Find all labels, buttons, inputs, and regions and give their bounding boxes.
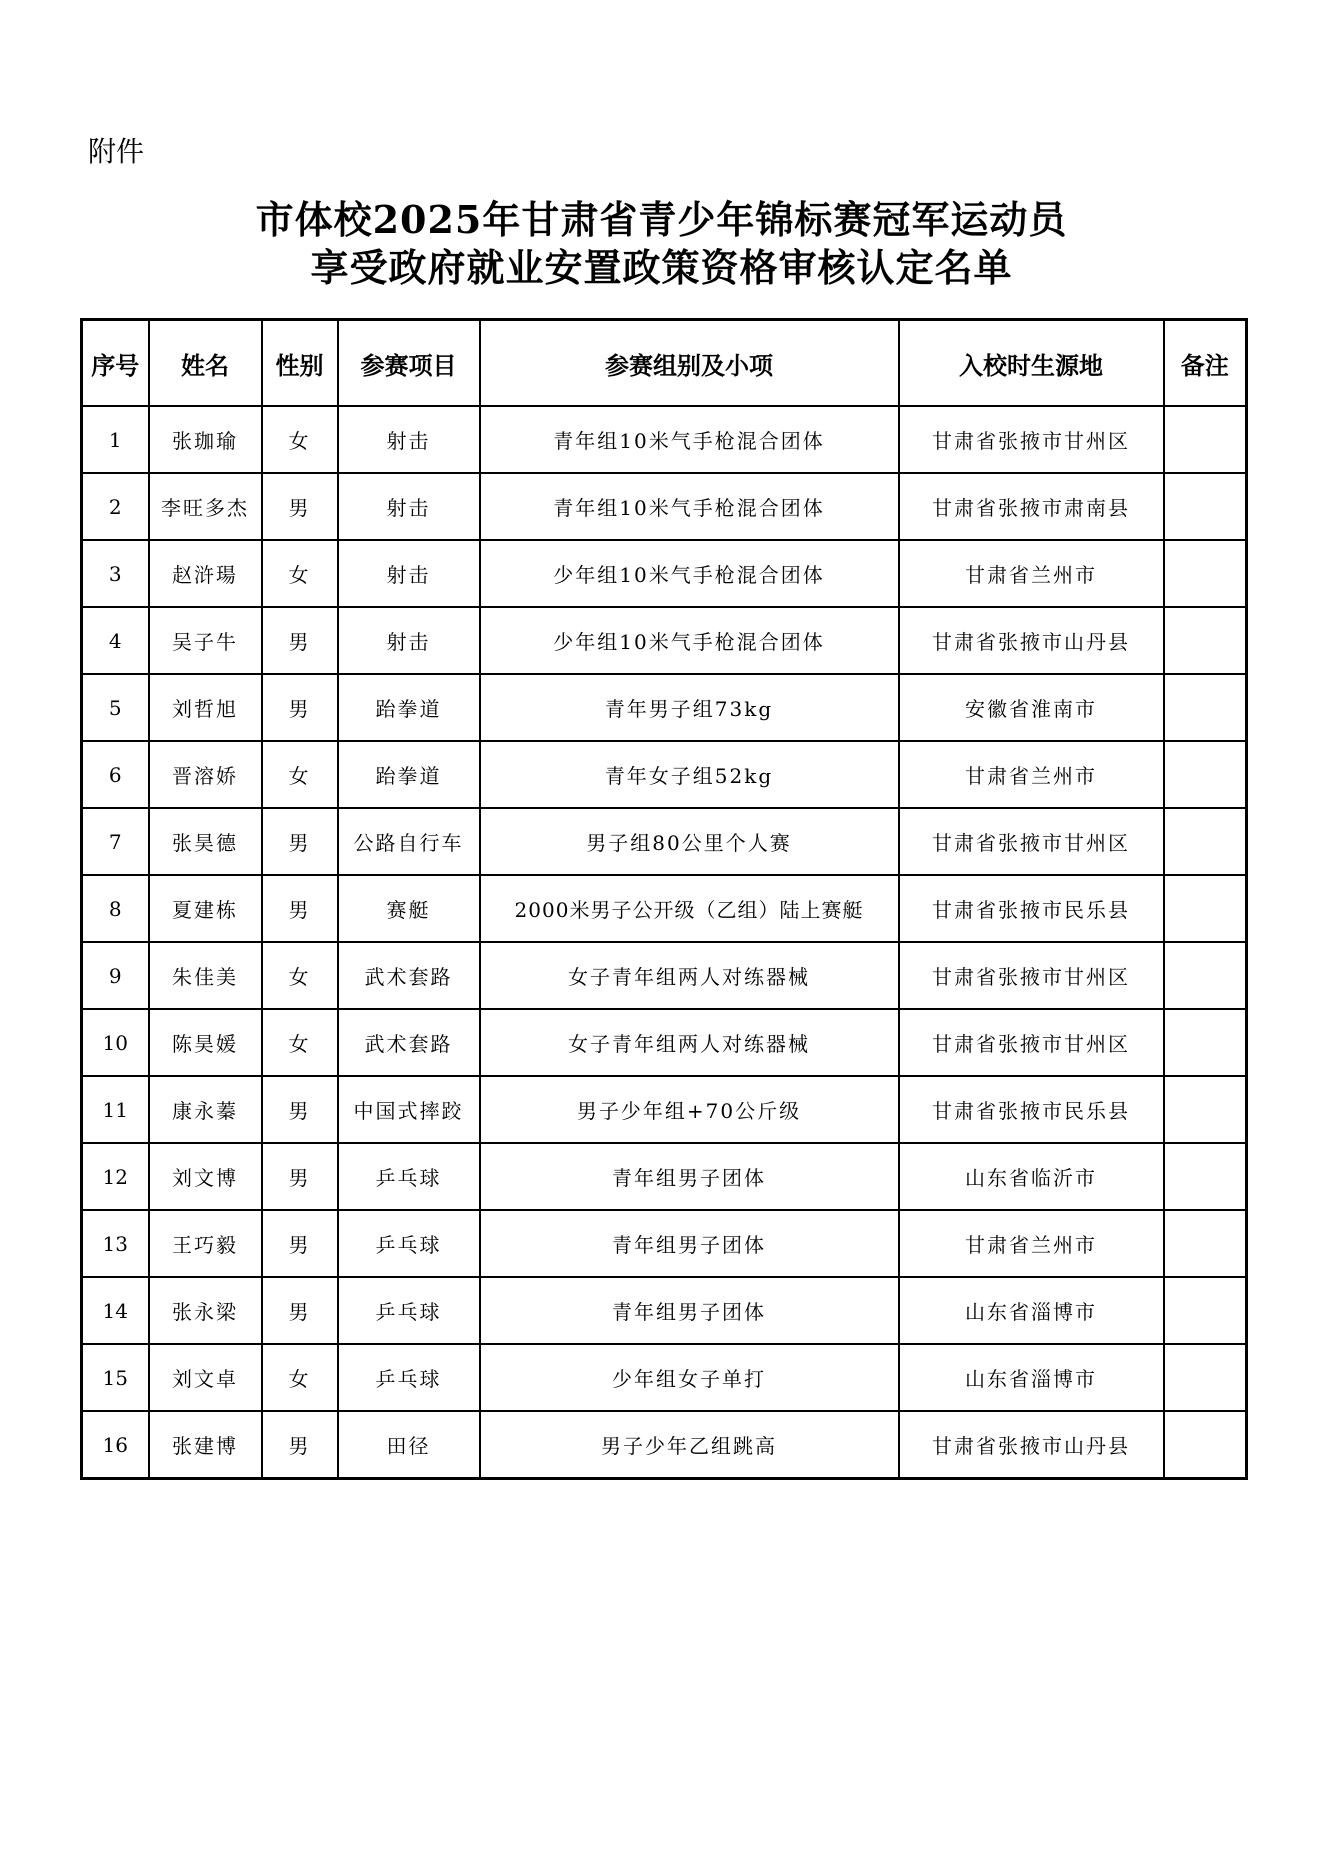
cell-no: 13 bbox=[82, 1210, 149, 1277]
cell-remark bbox=[1164, 1076, 1247, 1143]
cell-event: 男子组80公里个人赛 bbox=[480, 808, 899, 875]
cell-event: 男子少年乙组跳高 bbox=[480, 1411, 899, 1479]
athlete-roster-table bbox=[80, 318, 1248, 1480]
cell-sport: 乒乓球 bbox=[338, 1344, 480, 1411]
cell-no: 9 bbox=[82, 942, 149, 1009]
cell-remark bbox=[1164, 1277, 1247, 1344]
cell-sport: 公路自行车 bbox=[338, 808, 480, 875]
table-row bbox=[82, 942, 1247, 1009]
table-row bbox=[82, 473, 1247, 540]
cell-name: 朱佳美 bbox=[149, 942, 262, 1009]
cell-event: 少年组10米气手枪混合团体 bbox=[480, 607, 899, 674]
table-row bbox=[82, 1143, 1247, 1210]
cell-gender: 男 bbox=[262, 674, 338, 741]
cell-no: 4 bbox=[82, 607, 149, 674]
page-title-line-1: 市体校2025年甘肃省青少年锦标赛冠军运动员 bbox=[255, 197, 1068, 242]
header-no: 序号 bbox=[82, 320, 149, 407]
cell-event: 2000米男子公开级（乙组）陆上赛艇 bbox=[480, 875, 899, 942]
cell-gender: 女 bbox=[262, 1009, 338, 1076]
cell-no: 6 bbox=[82, 741, 149, 808]
cell-remark bbox=[1164, 1344, 1247, 1411]
cell-sport: 田径 bbox=[338, 1411, 480, 1479]
cell-name: 李旺多杰 bbox=[149, 473, 262, 540]
cell-sport: 乒乓球 bbox=[338, 1277, 480, 1344]
cell-sport: 射击 bbox=[338, 540, 480, 607]
header-origin: 入校时生源地 bbox=[899, 320, 1164, 407]
cell-gender: 女 bbox=[262, 741, 338, 808]
table-body bbox=[82, 406, 1247, 1479]
cell-gender: 男 bbox=[262, 1411, 338, 1479]
cell-origin: 安徽省淮南市 bbox=[899, 674, 1164, 741]
cell-no: 1 bbox=[82, 406, 149, 473]
cell-event: 青年女子组52kg bbox=[480, 741, 899, 808]
cell-no: 2 bbox=[82, 473, 149, 540]
header-gender: 性别 bbox=[262, 320, 338, 407]
cell-name: 张珈瑜 bbox=[149, 406, 262, 473]
cell-remark bbox=[1164, 674, 1247, 741]
cell-sport: 赛艇 bbox=[338, 875, 480, 942]
cell-gender: 男 bbox=[262, 1210, 338, 1277]
cell-no: 12 bbox=[82, 1143, 149, 1210]
table-row bbox=[82, 1210, 1247, 1277]
cell-remark bbox=[1164, 1411, 1247, 1479]
cell-sport: 射击 bbox=[338, 406, 480, 473]
cell-origin: 甘肃省张掖市甘州区 bbox=[899, 406, 1164, 473]
cell-origin: 甘肃省张掖市山丹县 bbox=[899, 1411, 1164, 1479]
cell-origin: 甘肃省张掖市山丹县 bbox=[899, 607, 1164, 674]
cell-sport: 乒乓球 bbox=[338, 1210, 480, 1277]
cell-gender: 女 bbox=[262, 1344, 338, 1411]
cell-origin: 甘肃省张掖市民乐县 bbox=[899, 1076, 1164, 1143]
cell-remark bbox=[1164, 1009, 1247, 1076]
cell-name: 张建博 bbox=[149, 1411, 262, 1479]
cell-remark bbox=[1164, 540, 1247, 607]
cell-sport: 乒乓球 bbox=[338, 1143, 480, 1210]
cell-no: 5 bbox=[82, 674, 149, 741]
cell-no: 8 bbox=[82, 875, 149, 942]
cell-name: 吴子牛 bbox=[149, 607, 262, 674]
cell-event: 青年男子组73kg bbox=[480, 674, 899, 741]
table-row bbox=[82, 875, 1247, 942]
cell-event: 青年组男子团体 bbox=[480, 1210, 899, 1277]
cell-gender: 男 bbox=[262, 1076, 338, 1143]
cell-remark bbox=[1164, 406, 1247, 473]
table-header-row bbox=[82, 320, 1247, 407]
cell-origin: 甘肃省张掖市甘州区 bbox=[899, 1009, 1164, 1076]
cell-event: 少年组10米气手枪混合团体 bbox=[480, 540, 899, 607]
cell-name: 赵浒瑒 bbox=[149, 540, 262, 607]
cell-sport: 跆拳道 bbox=[338, 741, 480, 808]
cell-remark bbox=[1164, 808, 1247, 875]
cell-no: 3 bbox=[82, 540, 149, 607]
page-title-line-2: 享受政府就业安置政策资格审核认定名单 bbox=[310, 245, 1013, 290]
cell-name: 陈昊媛 bbox=[149, 1009, 262, 1076]
cell-no: 16 bbox=[82, 1411, 149, 1479]
header-event: 参赛组别及小项 bbox=[480, 320, 899, 407]
cell-no: 7 bbox=[82, 808, 149, 875]
cell-origin: 甘肃省张掖市甘州区 bbox=[899, 942, 1164, 1009]
cell-remark bbox=[1164, 607, 1247, 674]
table-row bbox=[82, 1009, 1247, 1076]
cell-no: 11 bbox=[82, 1076, 149, 1143]
cell-origin: 甘肃省兰州市 bbox=[899, 741, 1164, 808]
cell-sport: 跆拳道 bbox=[338, 674, 480, 741]
cell-name: 晋溶娇 bbox=[149, 741, 262, 808]
cell-sport: 射击 bbox=[338, 607, 480, 674]
cell-origin: 甘肃省兰州市 bbox=[899, 540, 1164, 607]
table-row bbox=[82, 540, 1247, 607]
header-remark: 备注 bbox=[1164, 320, 1247, 407]
cell-origin: 甘肃省兰州市 bbox=[899, 1210, 1164, 1277]
cell-gender: 男 bbox=[262, 607, 338, 674]
cell-remark bbox=[1164, 1143, 1247, 1210]
table-row bbox=[82, 1277, 1247, 1344]
cell-name: 夏建栋 bbox=[149, 875, 262, 942]
cell-origin: 甘肃省张掖市甘州区 bbox=[899, 808, 1164, 875]
cell-remark bbox=[1164, 1210, 1247, 1277]
cell-origin: 山东省淄博市 bbox=[899, 1344, 1164, 1411]
cell-event: 女子青年组两人对练器械 bbox=[480, 1009, 899, 1076]
cell-event: 青年组10米气手枪混合团体 bbox=[480, 473, 899, 540]
table-row bbox=[82, 607, 1247, 674]
cell-sport: 中国式摔跤 bbox=[338, 1076, 480, 1143]
cell-name: 张永梁 bbox=[149, 1277, 262, 1344]
cell-no: 10 bbox=[82, 1009, 149, 1076]
cell-origin: 甘肃省张掖市肃南县 bbox=[899, 473, 1164, 540]
table-row bbox=[82, 808, 1247, 875]
cell-name: 刘文博 bbox=[149, 1143, 262, 1210]
cell-sport: 射击 bbox=[338, 473, 480, 540]
cell-gender: 女 bbox=[262, 406, 338, 473]
cell-no: 14 bbox=[82, 1277, 149, 1344]
cell-remark bbox=[1164, 741, 1247, 808]
cell-origin: 山东省淄博市 bbox=[899, 1277, 1164, 1344]
cell-event: 少年组女子单打 bbox=[480, 1344, 899, 1411]
cell-origin: 甘肃省张掖市民乐县 bbox=[899, 875, 1164, 942]
cell-gender: 女 bbox=[262, 942, 338, 1009]
cell-event: 女子青年组两人对练器械 bbox=[480, 942, 899, 1009]
header-name: 姓名 bbox=[149, 320, 262, 407]
cell-sport: 武术套路 bbox=[338, 1009, 480, 1076]
cell-name: 刘哲旭 bbox=[149, 674, 262, 741]
table-row bbox=[82, 1344, 1247, 1411]
cell-name: 刘文卓 bbox=[149, 1344, 262, 1411]
cell-gender: 男 bbox=[262, 473, 338, 540]
cell-name: 王巧毅 bbox=[149, 1210, 262, 1277]
cell-event: 青年组男子团体 bbox=[480, 1143, 899, 1210]
table-row bbox=[82, 1076, 1247, 1143]
cell-remark bbox=[1164, 942, 1247, 1009]
cell-gender: 男 bbox=[262, 875, 338, 942]
cell-remark bbox=[1164, 875, 1247, 942]
cell-event: 青年组男子团体 bbox=[480, 1277, 899, 1344]
table-row bbox=[82, 406, 1247, 473]
attachment-label: 附件 bbox=[88, 135, 145, 168]
cell-gender: 男 bbox=[262, 1277, 338, 1344]
table-row bbox=[82, 741, 1247, 808]
cell-gender: 女 bbox=[262, 540, 338, 607]
cell-event: 男子少年组+70公斤级 bbox=[480, 1076, 899, 1143]
cell-no: 15 bbox=[82, 1344, 149, 1411]
cell-gender: 男 bbox=[262, 1143, 338, 1210]
cell-event: 青年组10米气手枪混合团体 bbox=[480, 406, 899, 473]
table-row bbox=[82, 1411, 1247, 1479]
cell-gender: 男 bbox=[262, 808, 338, 875]
table-row bbox=[82, 674, 1247, 741]
header-sport: 参赛项目 bbox=[338, 320, 480, 407]
cell-sport: 武术套路 bbox=[338, 942, 480, 1009]
cell-origin: 山东省临沂市 bbox=[899, 1143, 1164, 1210]
cell-remark bbox=[1164, 473, 1247, 540]
cell-name: 康永蓁 bbox=[149, 1076, 262, 1143]
cell-name: 张昊德 bbox=[149, 808, 262, 875]
